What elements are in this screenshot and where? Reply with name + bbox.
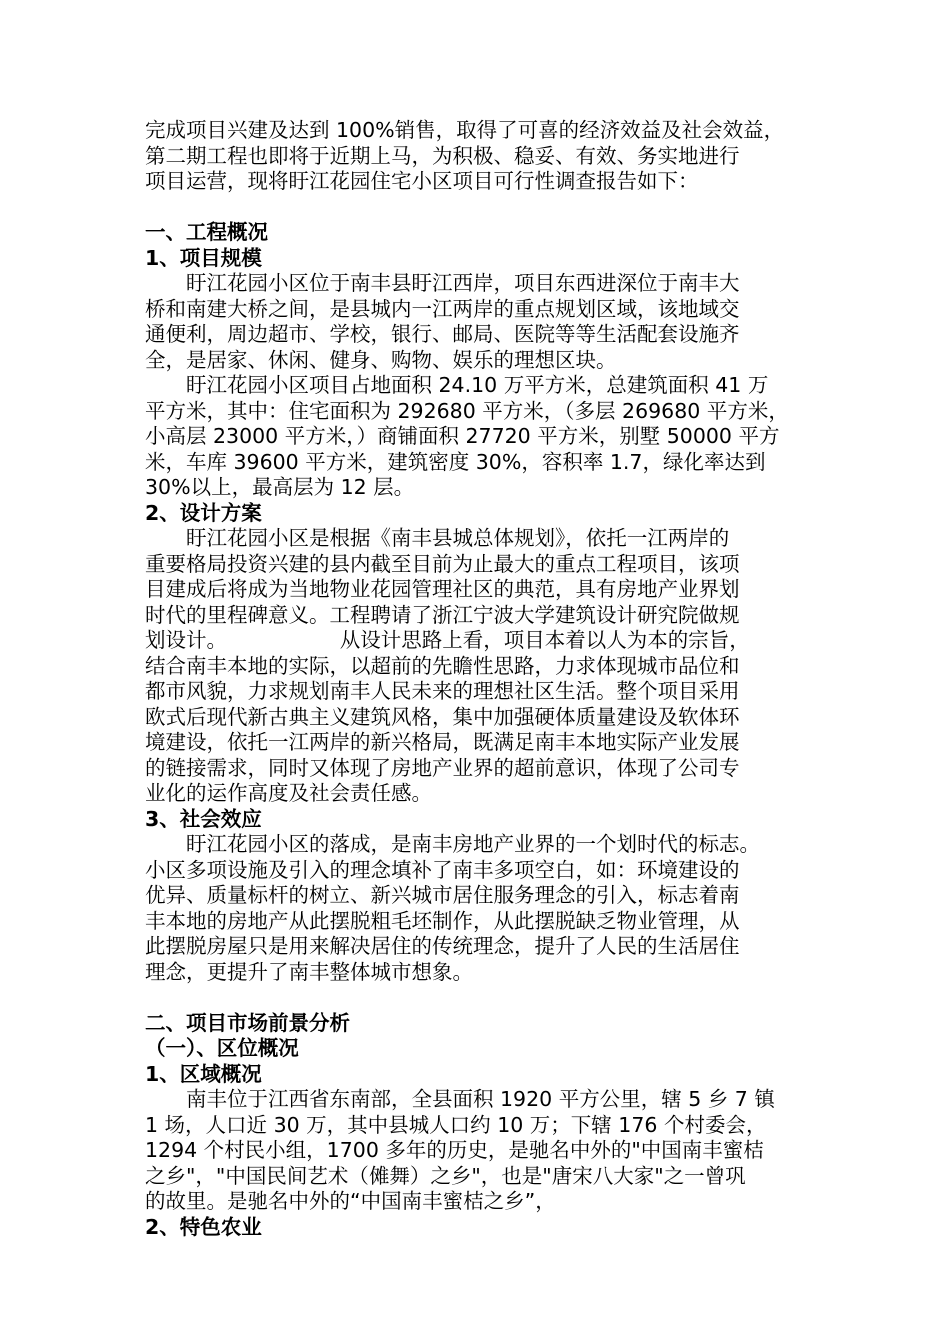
- document-body: [145, 118, 825, 1240]
- text-line: 境建设，依托一江两岸的新兴格局，既满足南丰本地实际产业发展: [145, 730, 740, 754]
- text-line: 1 场，人口近 30 万，其中县城人口约 10 万；下辖 176 个村委会，: [145, 1112, 767, 1137]
- text-line: 小区多项设施及引入的理念填补了南丰多项空白，如：环境建设的: [145, 857, 740, 882]
- text-line: 时代的里程碑意义。工程聘请了浙江宁波大学建筑设计研究院做规: [145, 602, 740, 627]
- subsection-heading: 2、特色农业: [145, 1214, 262, 1239]
- text-line: 划设计。 从设计思路上看，项目本着以人为本的宗旨，: [145, 628, 750, 652]
- text-line: 都市风貌，力求规划南丰人民未来的理想社区生活。整个项目采用: [145, 679, 740, 703]
- text-line: 盱江花园小区是根据《南丰县城总体规划》，依托一江两岸的: [186, 526, 730, 550]
- subsection-heading: 1、项目规模: [145, 245, 262, 270]
- text-line: 完成项目兴建及达到 100%销售，取得了可喜的经济效益及社会效益，: [145, 118, 785, 142]
- text-line: 米，车库 39600 平方米，建筑密度 30%，容积率 1.7，绿化率达到: [145, 449, 766, 474]
- text-line: 南丰位于江西省东南部，全县面积 1920 平方公里，辖 5 乡 7 镇: [186, 1087, 775, 1111]
- text-line: 盱江花园小区位于南丰县盱江西岸，项目东西进深位于南丰大: [186, 271, 740, 295]
- text-line: 欧式后现代新古典主义建筑风格，集中加强硬体质量建设及软体环: [145, 704, 740, 729]
- paragraph: [145, 271, 825, 373]
- text-line: 目建成后将成为当地物业花园管理社区的典范，具有房地产业界划: [145, 577, 740, 601]
- paragraph: [145, 1087, 825, 1215]
- text-line: 理念，更提升了南丰整体城市想象。: [145, 959, 473, 984]
- text-line: 重要格局投资兴建的县内截至目前为止最大的重点工程项目，该项: [145, 551, 740, 576]
- text-line: 1294 个村民小组，1700 多年的历史，是驰名中外的"中国南丰蜜桔: [145, 1138, 764, 1162]
- text-line: 平方米，其中：住宅面积为 292680 平方米，（多层 269680 平方米，: [145, 398, 789, 423]
- text-line: 盱江花园小区项目占地面积 24.10 万平方米，总建筑面积 41 万: [186, 373, 769, 397]
- paragraph: [145, 526, 825, 807]
- text-line: 盱江花园小区的落成，是南丰房地产业界的一个划时代的标志。: [186, 832, 760, 856]
- subsection-heading: 3、社会效应: [145, 806, 262, 831]
- text-line: 业化的运作高度及社会责任感。: [145, 781, 432, 805]
- text-line: 丰本地的房地产从此摆脱粗毛坯制作，从此摆脱缺乏物业管理，从: [145, 908, 740, 933]
- section-heading: 一、工程概况: [145, 220, 268, 244]
- text-line: 的故里。是驰名中外的“中国南丰蜜桔之乡”，: [145, 1189, 556, 1213]
- text-line: 此摆脱房屋只是用来解决居住的传统理念，提升了人民的生活居住: [145, 934, 740, 958]
- section-heading: 二、项目市场前景分析: [145, 1010, 350, 1035]
- intro-paragraph: [145, 118, 825, 195]
- text-line: 通便利，周边超市、学校，银行、邮局、医院等等生活配套设施齐: [145, 322, 740, 346]
- spacer: [145, 985, 825, 1011]
- spacer: [145, 195, 825, 221]
- paragraph: [145, 373, 825, 501]
- text-line: 全，是居家、休闲、健身、购物、娱乐的理想区块。: [145, 347, 617, 372]
- text-line: 小高层 23000 平方米，）商铺面积 27720 平方米，别墅 50000 平方: [145, 424, 780, 448]
- text-line: 的链接需求，同时又体现了房地产业界的超前意识，体现了公司专: [145, 755, 740, 780]
- subsection-heading: 2、设计方案: [145, 500, 262, 525]
- text-line: 结合南丰本地的实际，以超前的先瞻性思路，力求体现城市品位和: [145, 653, 740, 678]
- text-line: 第二期工程也即将于近期上马，为积极、稳妥、有效、务实地进行: [145, 143, 740, 168]
- subsection-heading: （一）、区位概况: [145, 1036, 299, 1060]
- text-line: 桥和南建大桥之间，是县城内一江两岸的重点规划区域，该地域交: [145, 296, 740, 321]
- paragraph: [145, 832, 825, 985]
- text-line: 优异、质量标杆的树立、新兴城市居住服务理念的引入，标志着南: [145, 883, 740, 907]
- text-line: 之乡"，"中国民间艺术（傩舞）之乡"，也是"唐宋八大家"之一曾巩: [145, 1163, 746, 1188]
- text-line: 30%以上，最高层为 12 层。: [145, 475, 415, 499]
- text-line: 项目运营，现将盱江花园住宅小区项目可行性调查报告如下：: [145, 169, 699, 193]
- subsection-heading: 1、区域概况: [145, 1061, 262, 1086]
